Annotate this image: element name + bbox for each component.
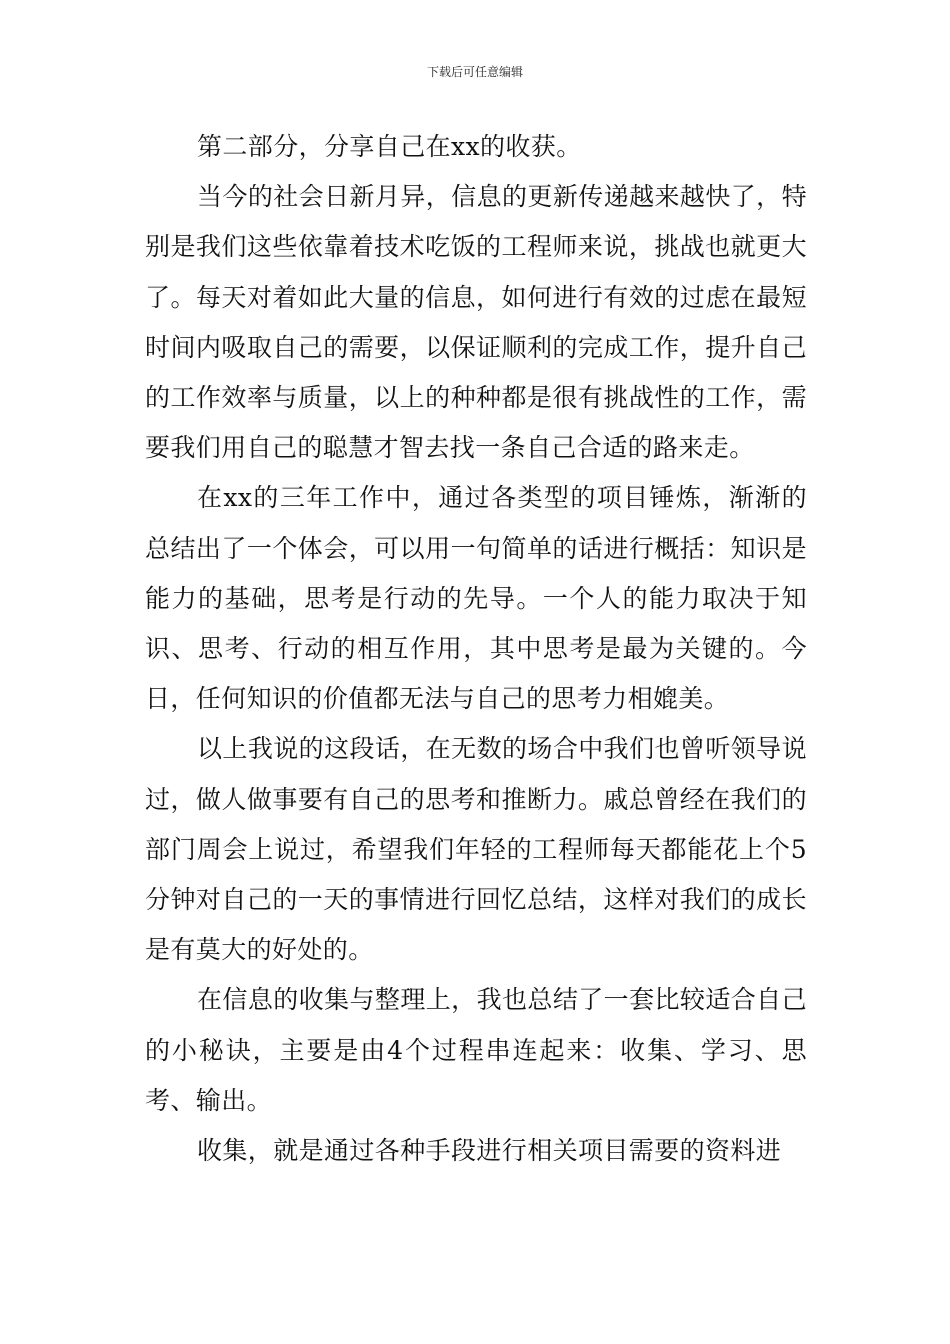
page-header-note: 下载后可任意编辑 xyxy=(426,65,523,79)
paragraph-information-challenge: 当今的社会日新月异，信息的更新传递越来越快了，特别是我们这些依靠着技术吃饭的工程师来说，挑战也就更大了。每天对着如此大量的信息，如何进行有效的过虑在最短时间内吸取自己的需要，以保证顺利的完成工作，提升自己的工作效率与质量，以上的种种都是很有挑战性的工作，需要我们用自己的聪慧才智去找一条自己合适的路来走。 xyxy=(145,182,807,463)
paragraph-four-processes: 在信息的收集与整理上，我也总结了一套比较适合自己的小秘诀，主要是由4个过程串连起来：收集、学习、思考、输出。 xyxy=(145,985,807,1115)
paragraph-leadership-advice: 以上我说的这段话，在无数的场合中我们也曾听领导说过，做人做事要有自己的思考和推断力。戚总曾经在我们的部门周会上说过，希望我们年轻的工程师每天都能花上个5分钟对自己的一天的事情进行回忆总结，这样对我们的成长是有莫大的好处的。 xyxy=(145,734,807,965)
paragraph-section-heading: 第二部分，分享自己在xx的收获。 xyxy=(197,132,582,161)
document-body xyxy=(145,122,807,1176)
paragraph-collection: 收集，就是通过各种手段进行相关项目需要的资料进 xyxy=(197,1136,782,1166)
paragraph-knowledge-thinking: 在xx的三年工作中，通过各类型的项目锤炼，渐渐的总结出了一个体会，可以用一句简单的话进行概括：知识是能力的基础，思考是行动的先导。一个人的能力取决于知识、思考、行动的相互作用，其中思考是最为关键的。今日，任何知识的价值都无法与自己的思考力相媲美。 xyxy=(145,483,807,714)
